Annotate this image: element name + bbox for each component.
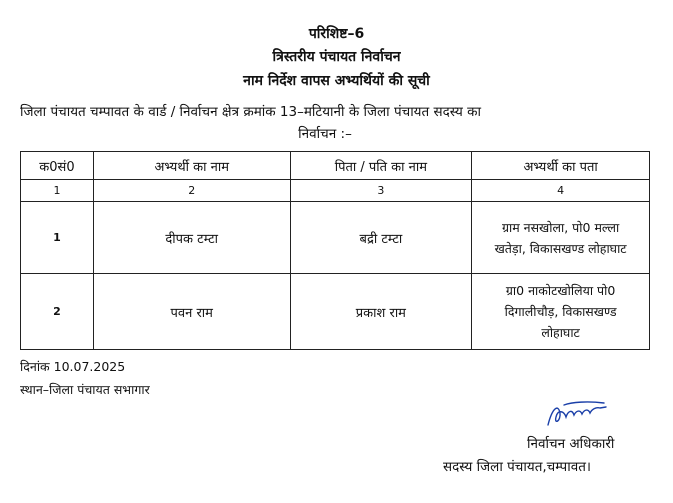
candidate-name: पवन राम <box>93 274 290 350</box>
candidate-name: दीपक टम्टा <box>93 202 290 274</box>
candidate-address <box>472 202 650 274</box>
list-title: नाम निर्देश वापस अभ्यर्थियों की सूची <box>243 73 430 89</box>
intro-line-1: जिला पंचायत चम्पावत के वार्ड / निर्वाचन क्षेत्र क्रमांक 13–मटियानी के जिला पंचायत सदस्य का <box>20 104 482 120</box>
row-serial: 2 <box>21 274 94 350</box>
row-serial: 1 <box>21 202 94 274</box>
col-number: 2 <box>93 180 290 202</box>
address-line: दिगालीचौड़, विकासखण्ड <box>504 304 617 319</box>
header-father-name: पिता / पति का नाम <box>290 152 472 180</box>
header-address: अभ्यर्थी का पता <box>472 152 650 180</box>
father-name: बद्री टम्टा <box>290 202 472 274</box>
column-number-row <box>21 180 650 202</box>
table-header-row <box>21 152 650 180</box>
table-row <box>21 274 650 350</box>
intro-paragraph <box>20 101 650 145</box>
candidate-address <box>472 274 650 350</box>
officer-title: निर्वाचन अधिकारी <box>527 436 615 452</box>
officer-designation: सदस्य जिला पंचायत,चम्पावत। <box>443 459 592 475</box>
col-number: 4 <box>472 180 650 202</box>
table-row <box>21 202 650 274</box>
col-number: 1 <box>21 180 94 202</box>
address-line: ग्राम नसखोला, पो0 मल्ला <box>501 219 620 235</box>
address-line: खतेड़ा, विकासखण्ड लोहाघाट <box>494 240 627 256</box>
header-serial: क0सं0 <box>21 152 94 180</box>
appendix-title: परिशिष्ट–6 <box>308 26 365 42</box>
header-candidate-name: अभ्यर्थी का नाम <box>93 152 290 180</box>
place-line: स्थान–जिला पंचायत सभागार <box>20 382 150 397</box>
address-line: लोहाघाट <box>541 325 580 340</box>
signature-icon <box>544 399 610 431</box>
col-number: 3 <box>290 180 472 202</box>
father-name: प्रकाश राम <box>290 274 472 350</box>
address-line: ग्रा0 नाकोटखोलिया पो0 <box>505 283 616 298</box>
election-title: त्रिस्तरीय पंचायत निर्वाचन <box>272 49 401 65</box>
candidate-table <box>20 151 650 350</box>
intro-line-2: निर्वाचन :– <box>298 126 352 142</box>
date-line: दिनांक 10.07.2025 <box>20 359 126 374</box>
